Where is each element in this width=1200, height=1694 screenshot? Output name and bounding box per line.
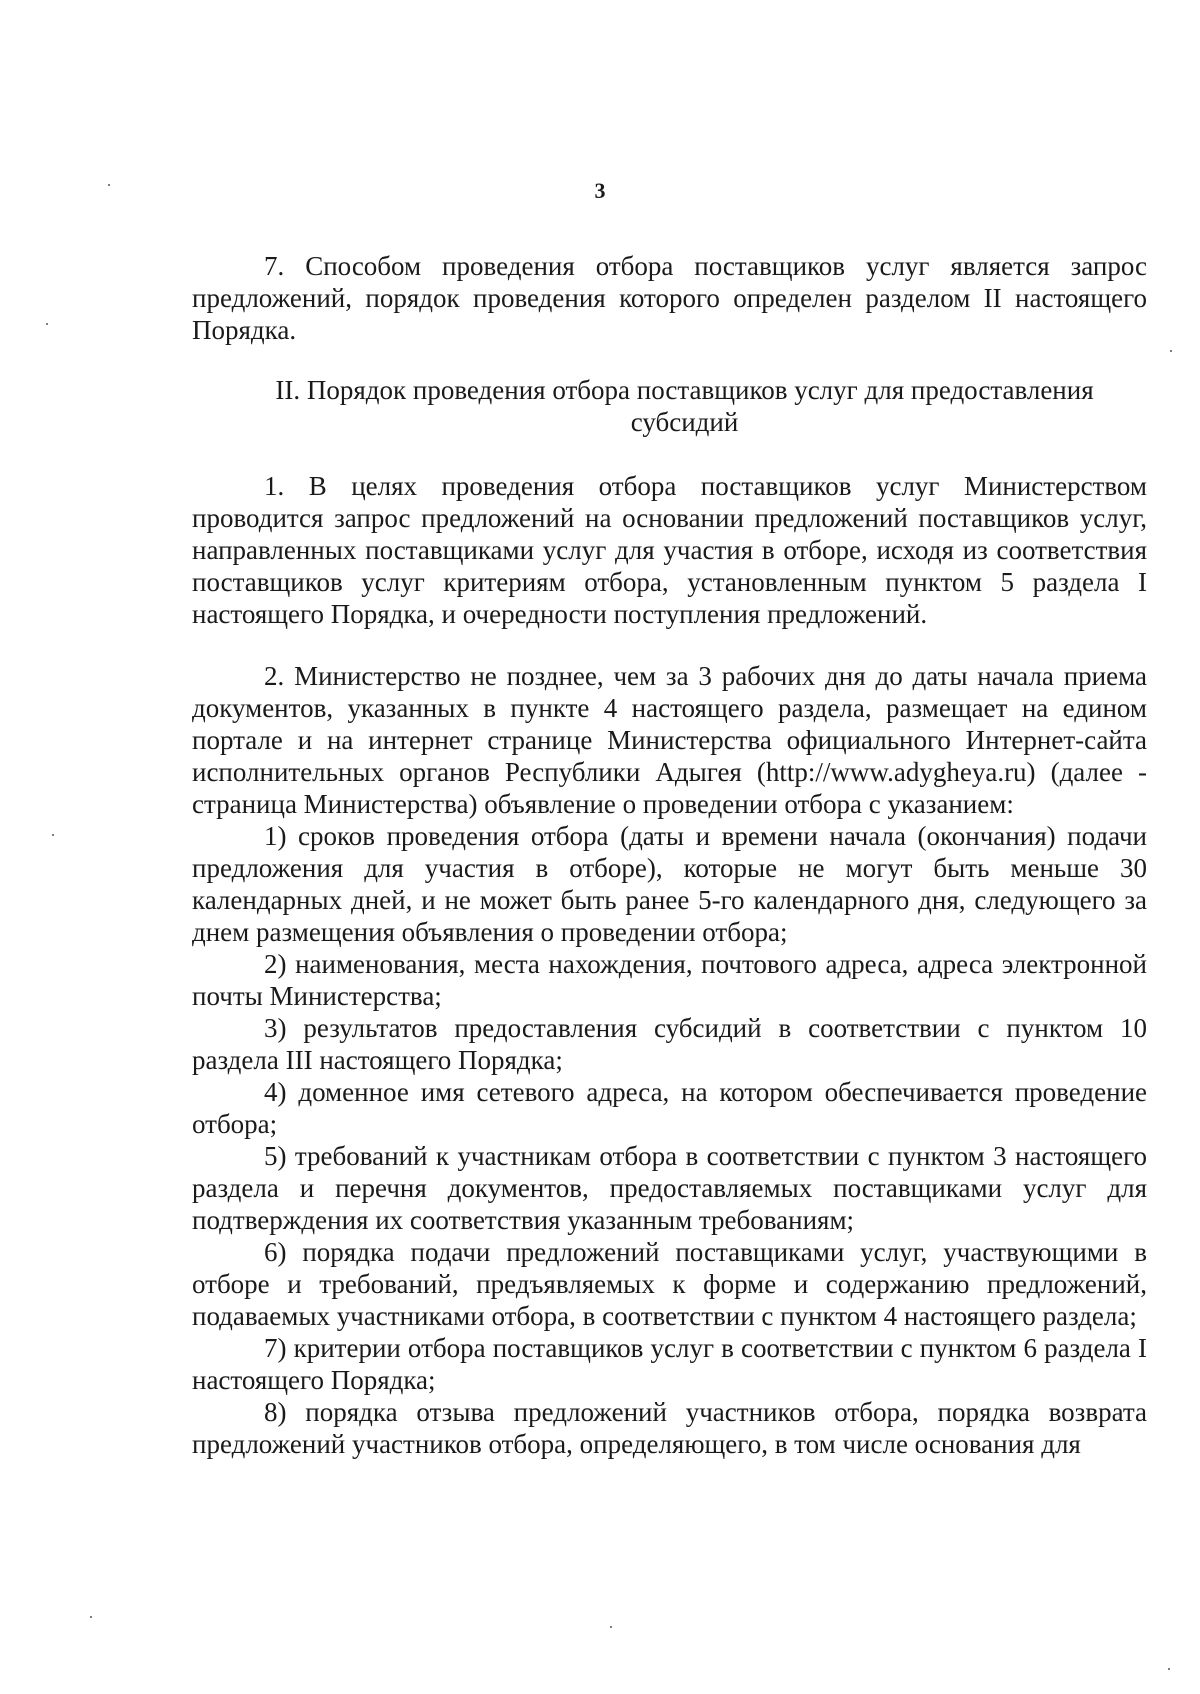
list-item-3: 3) результатов предоставления субсидий в соответствии с пунктом 10 раздела III настоящего Порядка;: [192, 1013, 1147, 1075]
page-number: 3: [594, 178, 606, 203]
scan-speck: [52, 834, 54, 836]
section-paragraph-2: 2. Министерство не позднее, чем за 3 рабочих дня до даты начала приема документов, указанных в пункте 4 настоящего раздела, размещает на едином портале и на интернет странице Министерства официального Интернет-сайта исполнительных органов Республики Адыгея (http://www.adygheya.ru) (далее - страница Министерства) объявление о проведении отбора с указанием:: [192, 661, 1147, 819]
list-item-7: 7) критерии отбора поставщиков услуг в соответствии с пунктом 6 раздела I настоящего Порядка;: [192, 1333, 1147, 1395]
list-item-1: 1) сроков проведения отбора (даты и времени начала (окончания) подачи предложения для участия в отборе), которые не могут быть меньше 30 календарных дней, и не может быть ранее 5-го календарного дня, следующего за днем размещения объявления о проведении отбора;: [192, 821, 1147, 947]
paragraph-7: 7. Способом проведения отбора поставщиков услуг является запрос предложений, порядок проведения которого определен разделом II настоящего Порядка.: [192, 251, 1147, 345]
document-body: [192, 250, 1147, 1460]
scan-speck: [1170, 350, 1172, 352]
list-item-8: 8) порядка отзыва предложений участников отбора, порядка возврата предложений участников отбора, определяющего, в том числе основания для: [192, 1397, 1147, 1459]
section-heading: II. Порядок проведения отбора поставщиков услуг для предоставления субсидий: [275, 375, 1094, 437]
scan-speck: [108, 184, 110, 186]
list-item-6: 6) порядка подачи предложений поставщиками услуг, участвующими в отборе и требований, предъявляемых к форме и содержанию предложений, подаваемых участниками отбора, в соответствии с пунктом 4 настоящего раздела;: [192, 1237, 1147, 1331]
list-item-2: 2) наименования, места нахождения, почтового адреса, адреса электронной почты Министерства;: [192, 949, 1147, 1011]
scan-speck: [610, 1626, 612, 1628]
scan-speck: [46, 323, 48, 325]
section-paragraph-1: 1. В целях проведения отбора поставщиков услуг Министерством проводится запрос предложений на основании предложений поставщиков услуг, направленных поставщиками услуг для участия в отборе, исходя из соответствия поставщиков услуг критериям отбора, установленным пунктом 5 раздела I настоящего Порядка, и очередности поступления предложений.: [192, 471, 1147, 629]
scan-speck: [1168, 1668, 1170, 1670]
scan-speck: [90, 1616, 92, 1618]
list-item-5: 5) требований к участникам отбора в соответствии с пунктом 3 настоящего раздела и перечня документов, предоставляемых поставщиками услуг для подтверждения их соответствия указанным требованиям;: [192, 1141, 1147, 1235]
list-item-4: 4) доменное имя сетевого адреса, на котором обеспечивается проведение отбора;: [192, 1077, 1147, 1139]
